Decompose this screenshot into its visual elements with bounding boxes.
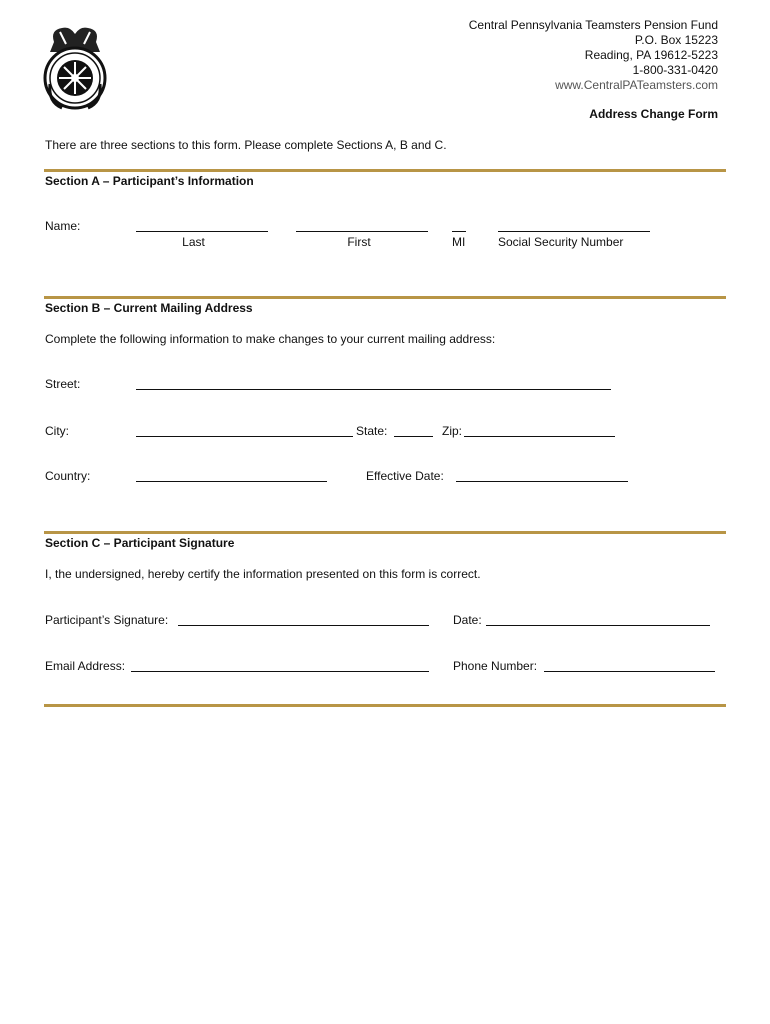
phone-label: Phone Number: — [453, 659, 538, 673]
city-label: City: — [45, 424, 69, 438]
street-label: Street: — [45, 377, 81, 391]
country-field[interactable] — [136, 481, 327, 482]
phone-field[interactable] — [544, 671, 715, 672]
effective-date-field[interactable] — [456, 481, 628, 482]
organization-name: Central Pennsylvania Teamsters Pension Fund — [468, 18, 718, 32]
date-field[interactable] — [486, 625, 710, 626]
city-state-zip: Reading, PA 19612-5223 — [584, 48, 718, 62]
section-c-heading: Section C – Participant Signature — [45, 536, 235, 550]
street-field[interactable] — [136, 389, 611, 390]
mi-caption: MI — [452, 235, 466, 249]
form-title: Address Change Form — [589, 107, 718, 121]
effective-date-label: Effective Date: — [366, 469, 444, 483]
city-field[interactable] — [136, 436, 353, 437]
section-b-instructions: Complete the following information to make changes to your current mailing address: — [45, 332, 496, 346]
first-name-field[interactable] — [296, 231, 428, 232]
state-field[interactable] — [394, 436, 433, 437]
ssn-field[interactable] — [498, 231, 650, 232]
country-label: Country: — [45, 469, 91, 483]
organization-address-block — [469, 18, 718, 93]
teamsters-logo-icon — [40, 22, 110, 112]
email-field[interactable] — [131, 671, 429, 672]
intro-text: There are three sections to this form. Please complete Sections A, B and C. — [45, 138, 447, 152]
zip-label: Zip: — [442, 424, 463, 438]
last-caption: Last — [182, 235, 205, 249]
middle-initial-field[interactable] — [452, 231, 466, 232]
certification-text: I, the undersigned, hereby certify the information presented on this form is correct. — [45, 567, 481, 581]
name-label: Name: — [45, 219, 81, 233]
po-box: P.O. Box 15223 — [634, 33, 718, 47]
section-divider — [44, 296, 726, 299]
state-label: State: — [356, 424, 388, 438]
email-label: Email Address: — [45, 659, 126, 673]
zip-field[interactable] — [464, 436, 615, 437]
section-divider — [44, 169, 726, 172]
section-divider — [44, 531, 726, 534]
ssn-caption: Social Security Number — [498, 235, 624, 249]
website-link[interactable]: www.CentralPATeamsters.com — [555, 78, 718, 92]
date-label: Date: — [453, 613, 482, 627]
last-name-field[interactable] — [136, 231, 268, 232]
first-caption: First — [347, 235, 371, 249]
section-a-heading: Section A – Participant’s Information — [45, 174, 254, 188]
signature-label: Participant’s Signature: — [45, 613, 169, 627]
section-divider — [44, 704, 726, 707]
phone-number: 1-800-331-0420 — [632, 63, 718, 77]
section-b-heading: Section B – Current Mailing Address — [45, 301, 253, 315]
signature-field[interactable] — [178, 625, 429, 626]
